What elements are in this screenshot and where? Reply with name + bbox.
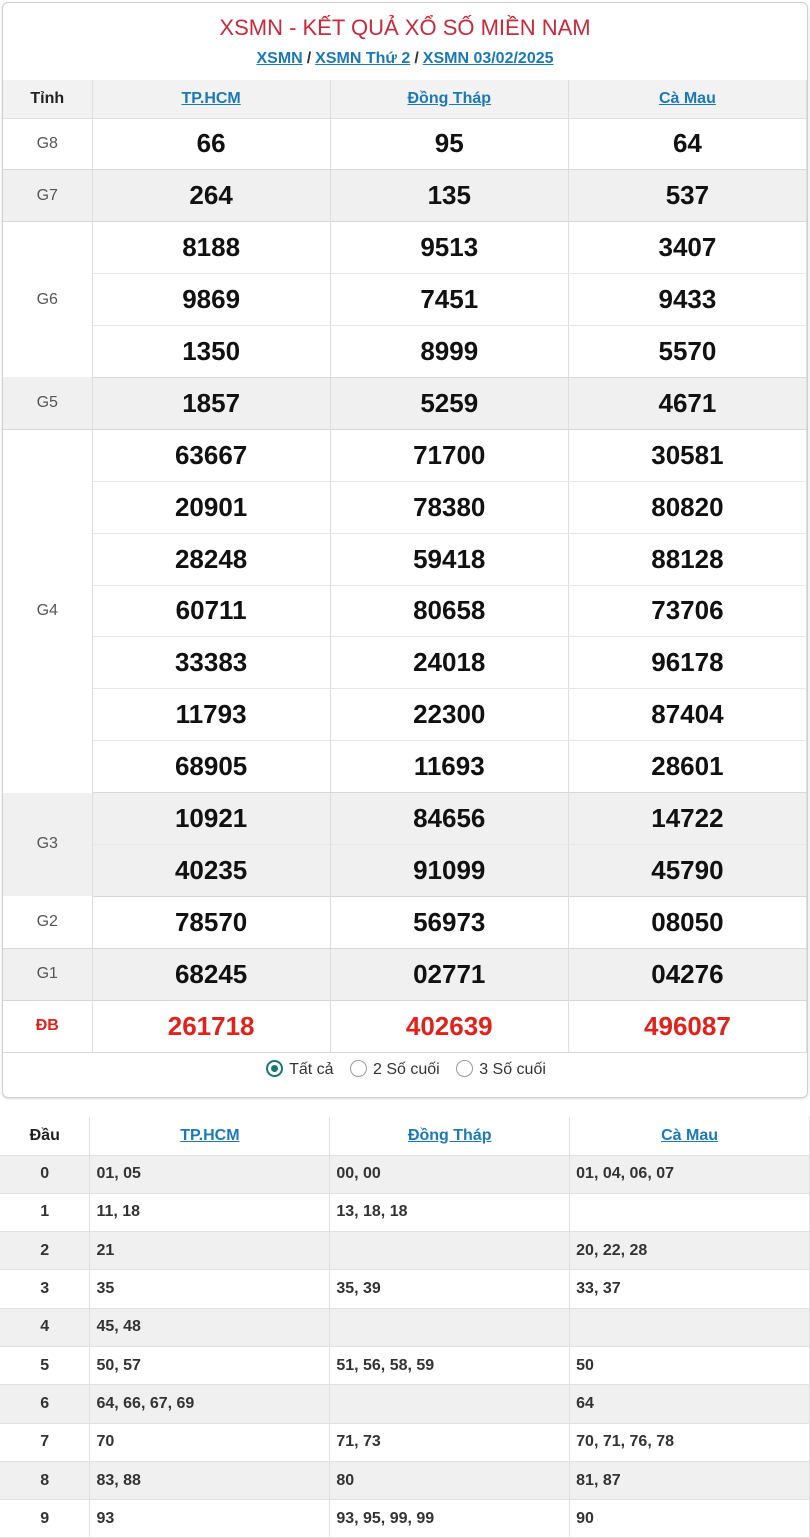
filter-all-label: Tất cả: [289, 1061, 334, 1078]
loto-head-digit: 7: [0, 1423, 90, 1461]
prize-row: [3, 585, 807, 637]
prize-number: 10921: [92, 793, 330, 845]
prize-number: 30581: [568, 429, 806, 481]
loto-values: 90: [570, 1500, 810, 1538]
loto-head-digit: 5: [0, 1346, 90, 1384]
loto-values: 21: [90, 1232, 330, 1270]
prize-number: 9433: [568, 274, 806, 326]
results-table: [3, 80, 807, 1053]
prize-row: [3, 222, 807, 274]
prize-number: 60711: [92, 585, 330, 637]
prize-number: 8999: [330, 326, 568, 378]
loto-values: 50, 57: [90, 1346, 330, 1384]
prize-number: 68905: [92, 741, 330, 793]
prize-number: 78380: [330, 481, 568, 533]
prize-number: 63667: [92, 429, 330, 481]
filter-2digit-label: 2 Số cuối: [373, 1061, 440, 1078]
prize-number: 71700: [330, 429, 568, 481]
prize-row: [3, 896, 807, 948]
loto-body: [0, 1155, 810, 1538]
loto-row: [0, 1232, 810, 1270]
prize-row: [3, 533, 807, 585]
prize-number: 11693: [330, 741, 568, 793]
province-link-dongthap[interactable]: Đồng Tháp: [407, 89, 492, 107]
results-header-row: [3, 80, 807, 118]
results-header: [3, 3, 807, 81]
loto-values: 93: [90, 1500, 330, 1538]
breadcrumb-separator: /: [306, 50, 312, 67]
loto-province-link-camau[interactable]: Cà Mau: [661, 1126, 719, 1144]
loto-values: 01, 04, 06, 07: [570, 1155, 810, 1193]
breadcrumb-weekday-link[interactable]: XSMN Thứ 2: [315, 50, 411, 67]
prize-number: 88128: [568, 533, 806, 585]
prize-number: 496087: [568, 1000, 806, 1052]
breadcrumb: [3, 47, 807, 71]
prize-number: 28601: [568, 741, 806, 793]
loto-values: 11, 18: [90, 1193, 330, 1231]
loto-row: [0, 1308, 810, 1346]
prize-number: 5570: [568, 326, 806, 378]
loto-values: 35, 39: [330, 1270, 570, 1308]
prize-label: G1: [3, 948, 92, 1000]
prize-label: G7: [3, 170, 92, 222]
loto-values: 64: [570, 1385, 810, 1423]
prize-label: G3: [3, 793, 92, 897]
prize-number: 78570: [92, 896, 330, 948]
loto-col-tphcm: [90, 1117, 330, 1155]
loto-values: 50: [570, 1346, 810, 1384]
loto-row: [0, 1385, 810, 1423]
prize-number: 28248: [92, 533, 330, 585]
prize-number: 80658: [330, 585, 568, 637]
prize-label: G4: [3, 429, 92, 792]
loto-head-digit: 2: [0, 1232, 90, 1270]
prize-number: 9869: [92, 274, 330, 326]
prize-number: 1350: [92, 326, 330, 378]
prize-row: [3, 170, 807, 222]
results-body: [3, 118, 807, 1052]
loto-table: [0, 1117, 810, 1538]
filter-2digit-option[interactable]: [350, 1060, 440, 1079]
prize-number: 4671: [568, 377, 806, 429]
breadcrumb-xsmn-link[interactable]: XSMN: [256, 50, 303, 67]
loto-head-digit: 9: [0, 1500, 90, 1538]
prize-number: 40235: [92, 844, 330, 896]
loto-province-link-tphcm[interactable]: TP.HCM: [180, 1126, 240, 1144]
prize-label: G6: [3, 222, 92, 378]
prize-row: [3, 377, 807, 429]
loto-province-link-dongthap[interactable]: Đồng Tháp: [407, 1126, 492, 1144]
prize-row: [3, 637, 807, 689]
prize-row: [3, 948, 807, 1000]
province-link-tphcm[interactable]: TP.HCM: [181, 89, 241, 107]
loto-values: 70, 71, 76, 78: [570, 1423, 810, 1461]
prize-label: G8: [3, 118, 92, 170]
col-header-camau: [568, 80, 806, 118]
prize-number: 11793: [92, 689, 330, 741]
prize-number: 22300: [330, 689, 568, 741]
filter-3digit-option[interactable]: [456, 1060, 546, 1079]
prize-number: 91099: [330, 844, 568, 896]
loto-row: [0, 1155, 810, 1193]
col-header-dongthap: [330, 80, 568, 118]
prize-number: 3407: [568, 222, 806, 274]
prize-number: 64: [568, 118, 806, 170]
loto-head-digit: 3: [0, 1270, 90, 1308]
prize-number: 7451: [330, 274, 568, 326]
loto-head-digit: 4: [0, 1308, 90, 1346]
loto-values: [330, 1232, 570, 1270]
prize-number: 135: [330, 170, 568, 222]
loto-values: 00, 00: [330, 1155, 570, 1193]
prize-number: 84656: [330, 793, 568, 845]
loto-values: 20, 22, 28: [570, 1232, 810, 1270]
prize-number: 33383: [92, 637, 330, 689]
loto-row: [0, 1346, 810, 1384]
digit-filter: [3, 1060, 809, 1096]
col-header-tphcm: [92, 80, 330, 118]
province-link-camau[interactable]: Cà Mau: [658, 89, 716, 107]
prize-number: 08050: [568, 896, 806, 948]
prize-label: G2: [3, 896, 92, 948]
prize-number: 24018: [330, 637, 568, 689]
loto-values: 80: [330, 1461, 570, 1499]
prize-number: 02771: [330, 948, 568, 1000]
prize-label: ĐB: [3, 1000, 92, 1052]
prize-row: [3, 741, 807, 793]
loto-values: 83, 88: [90, 1461, 330, 1499]
prize-row: [3, 118, 807, 170]
loto-values: 51, 56, 58, 59: [330, 1346, 570, 1384]
loto-values: 45, 48: [90, 1308, 330, 1346]
prize-row: [3, 844, 807, 896]
loto-col-dongthap: [330, 1117, 570, 1155]
radio-icon[interactable]: [350, 1060, 367, 1077]
prize-number: 20901: [92, 481, 330, 533]
loto-values: 81, 87: [570, 1461, 810, 1499]
prize-number: 537: [568, 170, 806, 222]
breadcrumb-date-link[interactable]: XSMN 03/02/2025: [422, 50, 554, 67]
loto-row: [0, 1500, 810, 1538]
filter-all-option[interactable]: [266, 1060, 333, 1079]
loto-col-camau: [570, 1117, 810, 1155]
loto-head-digit: 1: [0, 1193, 90, 1231]
prize-number: 261718: [92, 1000, 330, 1052]
loto-values: 01, 05: [90, 1155, 330, 1193]
prize-number: 68245: [92, 948, 330, 1000]
loto-values: 64, 66, 67, 69: [90, 1385, 330, 1423]
loto-head-digit: 6: [0, 1385, 90, 1423]
radio-icon[interactable]: [456, 1060, 473, 1077]
filter-3digit-label: 3 Số cuối: [479, 1061, 546, 1078]
loto-row: [0, 1193, 810, 1231]
radio-selected-icon[interactable]: [266, 1060, 283, 1077]
prize-row: [3, 793, 807, 845]
prize-number: 80820: [568, 481, 806, 533]
loto-head-digit: 0: [0, 1155, 90, 1193]
prize-number: 04276: [568, 948, 806, 1000]
loto-values: 70: [90, 1423, 330, 1461]
loto-values: 35: [90, 1270, 330, 1308]
prize-number: 96178: [568, 637, 806, 689]
prize-number: 14722: [568, 793, 806, 845]
loto-values: [330, 1385, 570, 1423]
loto-row: [0, 1270, 810, 1308]
prize-number: 59418: [330, 533, 568, 585]
loto-row: [0, 1461, 810, 1499]
prize-row: [3, 429, 807, 481]
page-title: XSMN - KẾT QUẢ XỔ SỐ MIỀN NAM: [219, 15, 591, 40]
prize-number: 264: [92, 170, 330, 222]
prize-number: 402639: [330, 1000, 568, 1052]
prize-number: 73706: [568, 585, 806, 637]
loto-values: 93, 95, 99, 99: [330, 1500, 570, 1538]
prize-label: G5: [3, 377, 92, 429]
breadcrumb-separator: /: [414, 50, 419, 67]
loto-values: [570, 1308, 810, 1346]
prize-number: 95: [330, 118, 568, 170]
prize-number: 9513: [330, 222, 568, 274]
prize-row: [3, 1000, 807, 1052]
loto-values: [330, 1308, 570, 1346]
col-header-province: Tỉnh: [3, 80, 92, 118]
prize-number: 8188: [92, 222, 330, 274]
loto-header-row: [0, 1117, 810, 1155]
loto-values: 13, 18, 18: [330, 1193, 570, 1231]
prize-row: [3, 274, 807, 326]
loto-head-digit: 8: [0, 1461, 90, 1499]
loto-row: [0, 1423, 810, 1461]
prize-row: [3, 481, 807, 533]
loto-values: [570, 1193, 810, 1231]
col-header-head: Đầu: [0, 1117, 90, 1155]
prize-row: [3, 326, 807, 378]
prize-number: 5259: [330, 377, 568, 429]
prize-row: [3, 689, 807, 741]
prize-number: 66: [92, 118, 330, 170]
loto-values: 71, 73: [330, 1423, 570, 1461]
prize-number: 87404: [568, 689, 806, 741]
loto-values: 33, 37: [570, 1270, 810, 1308]
prize-number: 56973: [330, 896, 568, 948]
prize-number: 45790: [568, 844, 806, 896]
prize-number: 1857: [92, 377, 330, 429]
